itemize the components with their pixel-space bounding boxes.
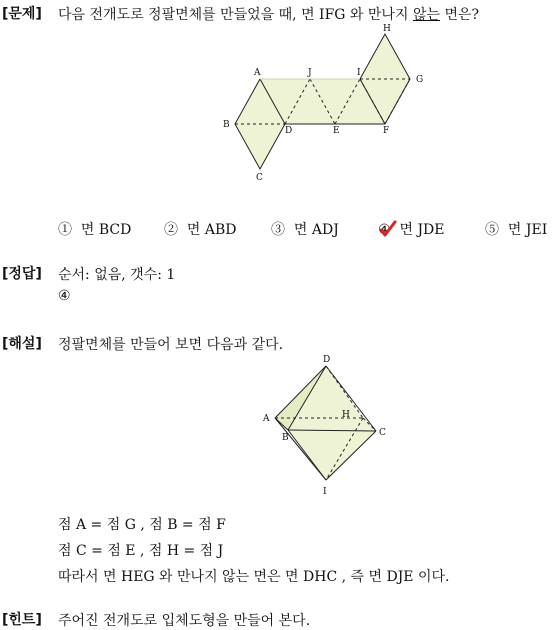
option-4-number: ④ [378, 222, 391, 238]
octa-label-D: D [323, 355, 331, 365]
option-4-text: 면 JDE [399, 222, 445, 238]
option-3[interactable] [271, 219, 339, 239]
label-C: C [256, 173, 263, 183]
octa-label-I: I [323, 487, 327, 497]
option-1[interactable] [58, 219, 131, 239]
octa-label-B: B [282, 433, 289, 443]
explanation-intro: 정팔면체를 만들어 보면 다음과 같다. [58, 337, 284, 353]
option-5[interactable] [485, 219, 547, 239]
label-G: G [416, 75, 424, 85]
label-F: F [383, 126, 390, 136]
option-2[interactable] [164, 219, 237, 239]
option-4[interactable] [378, 219, 445, 239]
option-2-text: 면 ABD [186, 222, 237, 238]
hint-text: 주어진 전개도로 입체도형을 만들어 본다. [58, 613, 311, 629]
option-5-text: 면 JEI [507, 222, 548, 238]
label-E: E [333, 126, 340, 136]
explanation-line-3: 따라서 면 HEG 와 만나지 않는 면은 면 DHC , 즉 면 DJE 이다. [58, 569, 450, 585]
label-A: A [254, 68, 261, 78]
octahedron-net-figure [215, 20, 430, 185]
question-underlined: 않는 [412, 7, 440, 23]
answer-choice: ④ [58, 288, 71, 304]
explanation-tag: [해설] [2, 336, 42, 352]
label-I: I [357, 68, 361, 78]
question-text-2: 면은? [440, 7, 480, 23]
octahedron-figure [258, 352, 393, 500]
option-1-number: ① [58, 222, 72, 238]
option-2-number: ② [164, 222, 178, 238]
label-H: H [383, 24, 391, 34]
problem-tag: [문제] [2, 6, 42, 22]
check-mark-icon [379, 220, 397, 238]
question-text-1: 다음 전개도로 정팔면체를 만들었을 때, 면 IFG 와 만나지 [58, 7, 413, 23]
answer-summary: 순서: 없음, 갯수: 1 [58, 267, 176, 283]
option-1-text: 면 BCD [80, 222, 132, 238]
octa-label-C: C [379, 428, 386, 438]
label-B: B [223, 120, 230, 130]
explanation-line-1: 점 A = 점 G , 점 B = 점 F [58, 517, 226, 533]
label-D: D [285, 126, 293, 136]
octa-label-A: A [263, 414, 270, 424]
option-5-number: ⑤ [485, 222, 499, 238]
answer-tag: [정답] [2, 266, 42, 282]
hint-tag: [힌트] [2, 612, 42, 628]
option-3-text: 면 ADJ [293, 222, 339, 238]
octa-label-H: H [342, 410, 350, 420]
option-3-number: ③ [271, 222, 285, 238]
explanation-line-2: 점 C = 점 E , 점 H = 점 J [58, 543, 224, 559]
label-J: J [308, 68, 312, 78]
